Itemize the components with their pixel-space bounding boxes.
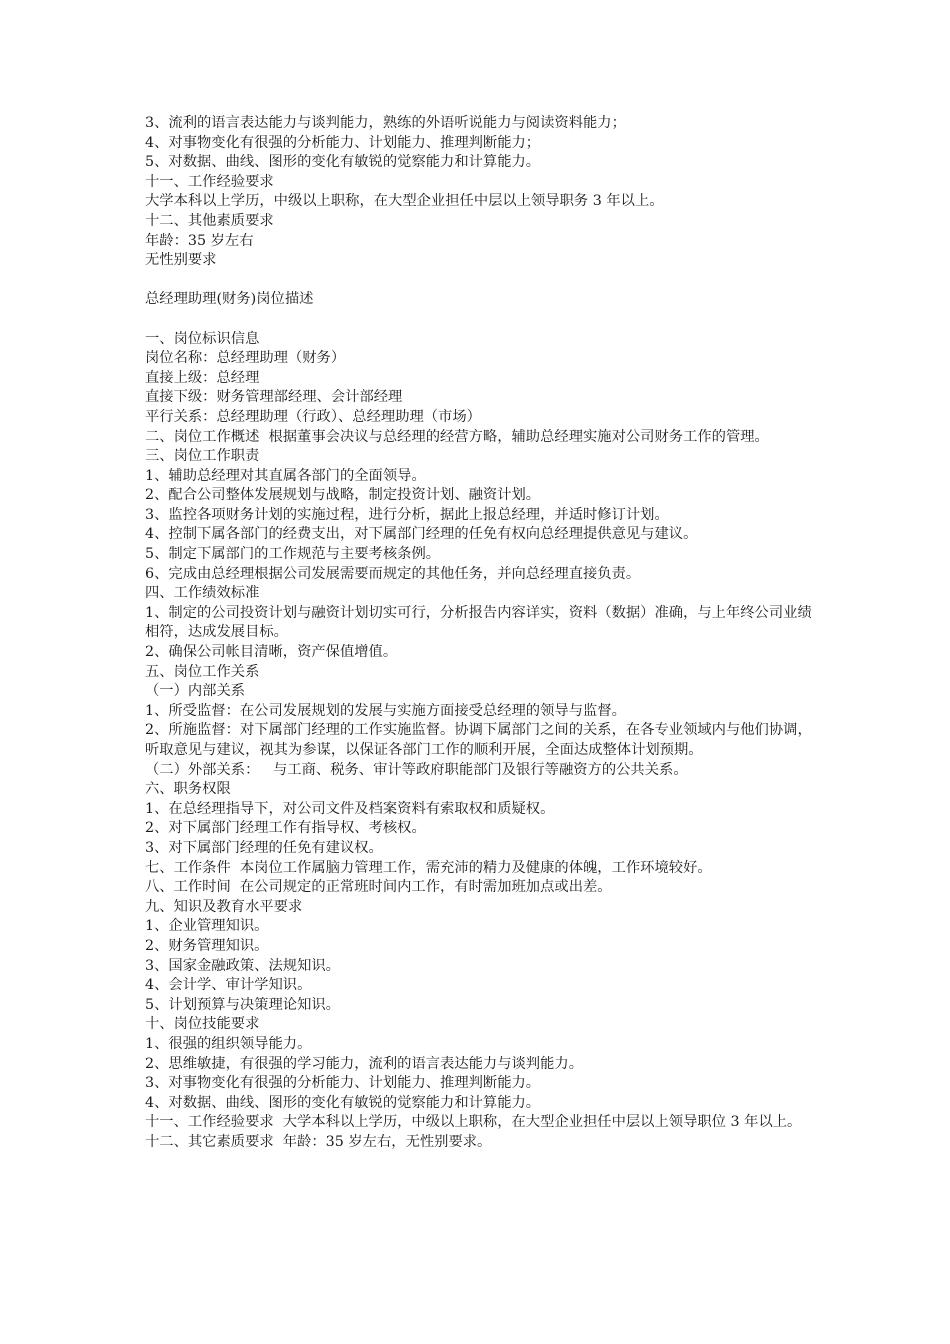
section-heading: 十二、其他素质要求 xyxy=(145,212,274,229)
section-heading: 六、职务权限 xyxy=(145,781,231,798)
section-heading: 十一、工作经验要求 xyxy=(145,173,274,190)
blank-line xyxy=(145,271,825,291)
section-paragraph: 二、岗位工作概述 根据董事会决议与总经理的经营方略，辅助总经理实施对公司财务工作的管理。 xyxy=(145,428,769,445)
list-item: 3、对下属部门经理的任免有建议权。 xyxy=(145,839,383,856)
text-line: 大学本科以上学历，中级以上职称，在大型企业担任中层以上领导职务 3 年以上。 xyxy=(145,193,664,210)
list-item: 3、监控各项财务计划的实施过程，进行分析，据此上报总经理，并适时修订计划。 xyxy=(145,506,669,523)
text-line: 岗位名称：总经理助理（财务） xyxy=(145,350,346,367)
list-item: 2、财务管理知识。 xyxy=(145,937,269,954)
section-heading: 九、知识及教育水平要求 xyxy=(145,898,303,915)
section-heading: 一、岗位标识信息 xyxy=(145,330,260,347)
list-item: 1、制定的公司投资计划与融资计划切实可行，分析报告内容详实，资料（数据）准确，与上年终公司业绩相符，达成发展目标。 xyxy=(145,604,812,641)
section-heading: 四、工作绩效标准 xyxy=(145,585,260,602)
list-item: 3、国家金融政策、法规知识。 xyxy=(145,957,340,974)
document-body xyxy=(145,114,825,1152)
text-line: 年龄：35 岁左右 xyxy=(145,232,254,249)
list-item: 4、对数据、曲线、图形的变化有敏锐的觉察能力和计算能力。 xyxy=(145,1094,541,1111)
list-item: 5、制定下属部门的工作规范与主要考核条例。 xyxy=(145,546,441,563)
section-heading: 三、岗位工作职责 xyxy=(145,448,260,465)
list-item: 1、所受监督：在公司发展规划的发展与实施方面接受总经理的领导与监督。 xyxy=(145,702,626,719)
section-heading: 五、岗位工作关系 xyxy=(145,663,260,680)
text-line: 无性别要求 xyxy=(145,252,217,269)
section-paragraph: 十一、工作经验要求 大学本科以上学历，中级以上职称，在大型企业担任中层以上领导职位 3 年以上。 xyxy=(145,1114,802,1131)
list-item: 1、辅助总经理对其直属各部门的全面领导。 xyxy=(145,467,426,484)
list-item: 1、企业管理知识。 xyxy=(145,918,269,935)
text-line: 直接下级：财务管理部经理、会计部经理 xyxy=(145,389,403,406)
list-item: 6、完成由总经理根据公司发展需要而规定的其他任务，并向总经理直接负责。 xyxy=(145,565,641,582)
list-item: 2、思维敏捷，有很强的学习能力，流利的语言表达能力与谈判能力。 xyxy=(145,1055,583,1072)
list-item: 3、对事物变化有很强的分析能力、计划能力、推理判断能力。 xyxy=(145,1075,541,1092)
list-item: 2、确保公司帐目清晰，资产保值增值。 xyxy=(145,644,398,661)
section-paragraph: 八、工作时间 在公司规定的正常班时间内工作，有时需加班加点或出差。 xyxy=(145,879,612,896)
text-line: 4、对事物变化有很强的分析能力、计划能力、推理判断能力； xyxy=(145,134,541,151)
text-line: 平行关系：总经理助理（行政）、总经理助理（市场） xyxy=(145,408,481,425)
list-item: 1、很强的组织领导能力。 xyxy=(145,1035,312,1052)
list-item: 1、在总经理指导下，对公司文件及档案资料有索取权和质疑权。 xyxy=(145,800,555,817)
list-item: 5、计划预算与决策理论知识。 xyxy=(145,996,340,1013)
list-item: 2、对下属部门经理工作有指导权、考核权。 xyxy=(145,820,426,837)
list-item: 2、所施监督：对下属部门经理的工作实施监督。协调下属部门之间的关系，在各专业领域内与他们协调，听取意见与建议，视其为参谋，以保证各部门工作的顺利开展，全面达成整体计划预期。 xyxy=(145,722,812,758)
list-item: 4、会计学、审计学知识。 xyxy=(145,977,312,994)
list-item: 2、配合公司整体发展规划与战略，制定投资计划、融资计划。 xyxy=(145,487,541,504)
section-heading: 十、岗位技能要求 xyxy=(145,1016,260,1033)
list-item: 4、控制下属各部门的经费支出，对下属部门经理的任免有权向总经理提供意见与建议。 xyxy=(145,526,698,543)
blank-line xyxy=(145,310,825,330)
text-line: 3、流利的语言表达能力与谈判能力，熟练的外语听说能力与阅读资料能力； xyxy=(145,115,626,131)
text-line: 5、对数据、曲线、图形的变化有敏锐的觉察能力和计算能力。 xyxy=(145,154,541,171)
subsection-paragraph: （二）外部关系： 与工商、税务、审计等政府职能部门及银行等融资方的公共关系。 xyxy=(145,761,688,778)
subsection-heading: （一）内部关系 xyxy=(145,683,246,700)
section-paragraph: 十二、其它素质要求 年龄：35 岁左右，无性别要求。 xyxy=(145,1133,492,1150)
document-title: 总经理助理(财务)岗位描述 xyxy=(145,291,314,308)
section-paragraph: 七、工作条件 本岗位工作属脑力管理工作，需充沛的精力及健康的体魄，工作环境较好。 xyxy=(145,859,712,876)
text-line: 直接上级：总经理 xyxy=(145,369,260,386)
